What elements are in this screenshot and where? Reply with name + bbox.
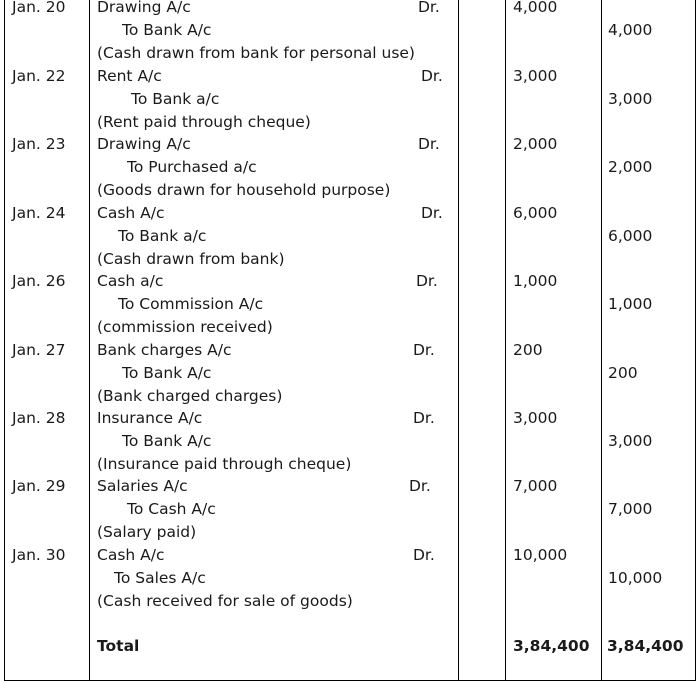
entry-date: Jan. 27 — [12, 341, 66, 359]
entry-date: Jan. 29 — [12, 477, 66, 495]
entry-date: Jan. 28 — [12, 409, 66, 427]
credit-account: To Cash A/c — [127, 500, 216, 518]
debit-account: Insurance A/c — [97, 409, 203, 427]
credit-account: To Sales A/c — [114, 569, 206, 587]
credit-account: To Bank a/c — [131, 90, 220, 108]
table-bottom-border — [4, 680, 696, 681]
credit-amount: 10,000 — [608, 569, 663, 587]
debit-account: Drawing A/c — [97, 135, 191, 153]
column-border — [4, 0, 5, 681]
credit-account: To Bank A/c — [122, 432, 212, 450]
debit-account: Cash a/c — [97, 272, 164, 290]
narration: (Cash received for sale of goods) — [97, 592, 353, 610]
narration: (Insurance paid through cheque) — [97, 455, 352, 473]
credit-account: To Purchased a/c — [127, 158, 257, 176]
dr-label: Dr. — [421, 204, 443, 222]
credit-amount: 200 — [608, 364, 638, 382]
debit-amount: 3,000 — [513, 67, 558, 85]
entry-date: Jan. 26 — [12, 272, 66, 290]
debit-account: Cash A/c — [97, 204, 165, 222]
entry-date: Jan. 22 — [12, 67, 66, 85]
debit-amount: 7,000 — [513, 477, 558, 495]
credit-amount: 3,000 — [608, 432, 653, 450]
credit-account: To Bank A/c — [122, 21, 212, 39]
dr-label: Dr. — [421, 67, 443, 85]
narration: (Salary paid) — [97, 523, 197, 541]
narration: (Goods drawn for household purpose) — [97, 181, 391, 199]
debit-account: Salaries A/c — [97, 477, 188, 495]
entry-date: Jan. 23 — [12, 135, 66, 153]
entry-date: Jan. 30 — [12, 546, 66, 564]
credit-amount: 3,000 — [608, 90, 653, 108]
dr-label: Dr. — [413, 546, 435, 564]
credit-account: To Commission A/c — [118, 295, 264, 313]
column-border — [505, 0, 506, 681]
dr-label: Dr. — [413, 341, 435, 359]
credit-account: To Bank a/c — [118, 227, 207, 245]
debit-amount: 1,000 — [513, 272, 558, 290]
credit-amount: 6,000 — [608, 227, 653, 245]
total-label: Total — [97, 637, 140, 655]
credit-amount: 7,000 — [608, 500, 653, 518]
debit-account: Rent A/c — [97, 67, 162, 85]
credit-amount: 2,000 — [608, 158, 653, 176]
credit-account: To Bank A/c — [122, 364, 212, 382]
narration: (Rent paid through cheque) — [97, 113, 311, 131]
debit-amount: 10,000 — [513, 546, 568, 564]
debit-amount: 6,000 — [513, 204, 558, 222]
column-border — [89, 0, 90, 681]
debit-account: Cash A/c — [97, 546, 165, 564]
total-debit: 3,84,400 — [513, 637, 590, 655]
total-credit: 3,84,400 — [607, 637, 684, 655]
dr-label: Dr. — [416, 272, 438, 290]
column-border — [601, 0, 602, 681]
dr-label: Dr. — [418, 135, 440, 153]
debit-amount: 200 — [513, 341, 543, 359]
dr-label: Dr. — [413, 409, 435, 427]
debit-account: Drawing A/c — [97, 0, 191, 16]
dr-label: Dr. — [409, 477, 431, 495]
narration: (Cash drawn from bank for personal use) — [97, 44, 415, 62]
entry-date: Jan. 24 — [12, 204, 66, 222]
column-border — [458, 0, 459, 681]
narration: (Bank charged charges) — [97, 387, 283, 405]
dr-label: Dr. — [418, 0, 440, 16]
entry-date: Jan. 20 — [12, 0, 66, 16]
debit-amount: 2,000 — [513, 135, 558, 153]
narration: (commission received) — [97, 318, 273, 336]
narration: (Cash drawn from bank) — [97, 250, 285, 268]
debit-amount: 3,000 — [513, 409, 558, 427]
debit-account: Bank charges A/c — [97, 341, 232, 359]
debit-amount: 4,000 — [513, 0, 558, 16]
credit-amount: 4,000 — [608, 21, 653, 39]
column-border — [695, 0, 696, 681]
credit-amount: 1,000 — [608, 295, 653, 313]
